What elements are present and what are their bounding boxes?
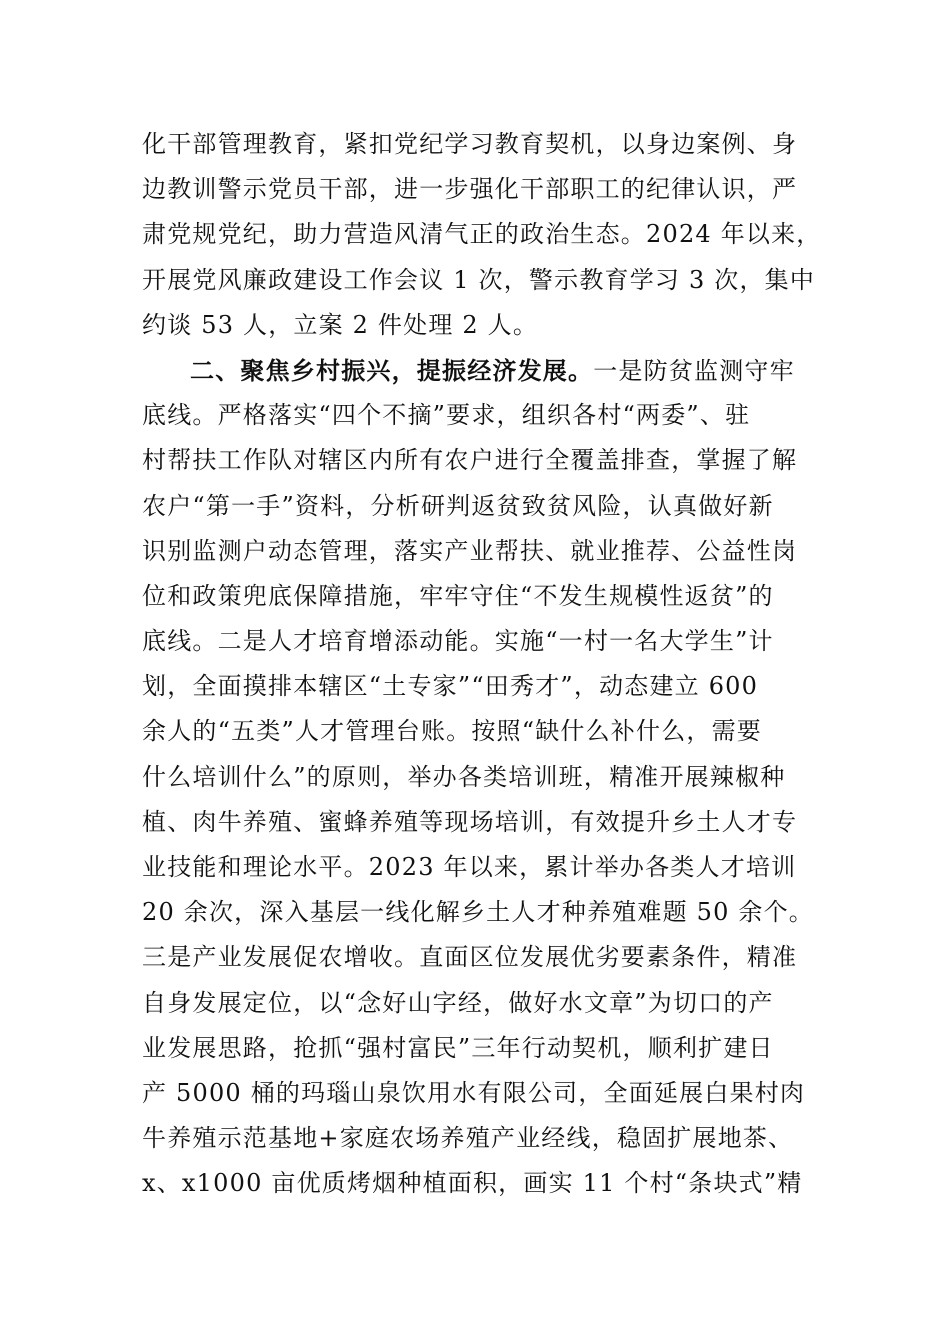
text-span: 一是防贫监测守牢 bbox=[593, 356, 795, 385]
text-line: 开展党风廉政建设工作会议 1 次，警示教育学习 3 次，集中 bbox=[142, 265, 816, 294]
text-line: 底线。严格落实“四个不摘”要求，组织各村“两委”、驻 bbox=[142, 401, 751, 430]
text-line: 三是产业发展促农增收。直面区位发展优劣要素条件，精准 bbox=[142, 943, 798, 972]
text-line: 产 5000 桶的玛瑙山泉饮用水有限公司，全面延展白果村肉 bbox=[142, 1078, 806, 1107]
text-line: 位和政策兜底保障措施，牢牢守住“不发生规模性返贫”的 bbox=[142, 581, 774, 610]
document-body bbox=[142, 122, 822, 1207]
section-heading: 二、聚焦乡村振兴，提振经济发展。 bbox=[190, 355, 594, 385]
text-line: 识别监测户动态管理，落实产业帮扶、就业推荐、公益性岗 bbox=[142, 536, 798, 565]
text-line: 肃党规党纪，助力营造风清气正的政治生态。2024 年以来， bbox=[142, 220, 822, 249]
paragraph-rural-revitalization bbox=[142, 348, 817, 1207]
text-line: 底线。二是人才培育增添动能。实施“一村一名大学生”计 bbox=[142, 627, 774, 656]
text-line: 20 余次，深入基层一线化解乡土人才种养殖难题 50 余个。 bbox=[142, 898, 814, 927]
paragraph-first-line bbox=[142, 348, 817, 393]
text-line: 边教训警示党员干部，进一步强化干部职工的纪律认识，严 bbox=[142, 175, 798, 204]
text-line: 业技能和理论水平。2023 年以来，累计举办各类人才培训 bbox=[142, 853, 797, 881]
text-line: 村帮扶工作队对辖区内所有农户进行全覆盖排查，掌握了解 bbox=[142, 446, 798, 475]
text-line: 植、肉牛养殖、蜜蜂养殖等现场培训，有效提升乡土人才专 bbox=[142, 807, 798, 836]
text-line: x、x1000 亩优质烤烟种植面积，画实 11 个村“条块式”精 bbox=[142, 1169, 803, 1198]
text-line: 划，全面摸排本辖区“土专家”“田秀才”，动态建立 600 bbox=[142, 672, 759, 701]
text-line: 业发展思路，抢抓“强村富民”三年行动契机，顺利扩建日 bbox=[142, 1033, 774, 1062]
text-line: 农户“第一手”资料，分析研判返贫致贫风险，认真做好新 bbox=[142, 491, 774, 520]
paragraph-discipline bbox=[142, 122, 822, 348]
text-line: 自身发展定位，以“念好山字经，做好水文章”为切口的产 bbox=[142, 988, 774, 1017]
text-line: 化干部管理教育，紧扣党纪学习教育契机，以身边案例、身 bbox=[142, 130, 798, 158]
text-line: 余人的“五类”人才管理台账。按照“缺什么补什么，需要 bbox=[142, 717, 763, 746]
text-line: 牛养殖示范基地+家庭农场养殖产业经线，稳固扩展地茶、 bbox=[142, 1124, 794, 1153]
text-line: 约谈 53 人，立案 2 件处理 2 人。 bbox=[142, 310, 539, 339]
text-line: 什么培训什么”的原则，举办各类培训班，精准开展辣椒种 bbox=[142, 762, 786, 791]
